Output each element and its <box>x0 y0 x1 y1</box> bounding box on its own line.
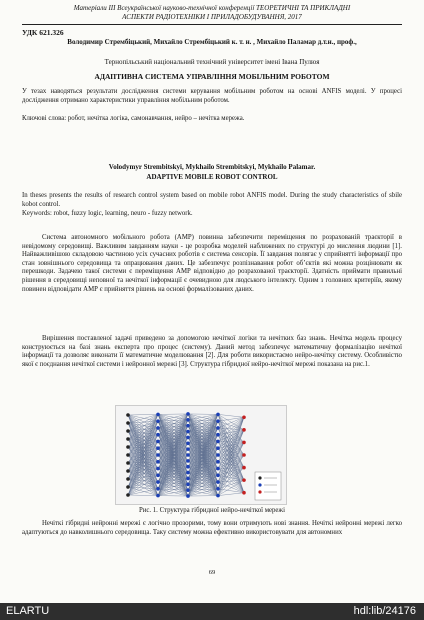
network-node <box>186 477 190 481</box>
header-line-2: АСПЕКТИ РАДІОТЕХНІКИ І ПРИЛАДОБУДУВАННЯ, 2017 <box>122 13 302 21</box>
network-node <box>242 415 246 419</box>
title-en: ADAPTIVE MOBILE ROBOT CONTROL <box>146 173 278 181</box>
network-node <box>126 493 130 497</box>
body-paragraph-3: Нечіткі гібридні нейронні мережі є логічно прозорими, тому вони отримують нові знання. Нечіткі нейронні мережі легко адаптуються до навколишнього середовища. Таку систему можна ефективно використовувати для автономних <box>22 520 402 536</box>
handle-id: hdl:lib/24176 <box>353 605 416 617</box>
network-node <box>242 453 246 457</box>
header-line-1: Матеріали ІІІ Всеукраїнської науково-технічної конференції ТЕОРЕТИЧНІ ТА ПРИКЛАДНІ <box>73 4 351 12</box>
legend-marker-red <box>258 490 261 493</box>
network-node <box>216 453 220 457</box>
neuro-fuzzy-network-figure <box>115 405 287 505</box>
legend-marker-black <box>258 476 261 479</box>
network-node <box>156 440 160 444</box>
repository-footer <box>0 603 424 620</box>
network-node <box>156 474 160 478</box>
network-node <box>186 418 190 422</box>
network-node <box>126 421 130 425</box>
network-node <box>126 437 130 441</box>
udk-code: УДК 621.326 <box>22 28 64 37</box>
network-node <box>126 477 130 481</box>
network-node <box>216 487 220 491</box>
network-node <box>242 441 246 445</box>
network-node <box>156 467 160 471</box>
network-connection <box>128 495 158 496</box>
keywords-en: Keywords: robot, fuzzy logic, learning, neuro - fuzzy network. <box>22 210 193 217</box>
network-node <box>186 465 190 469</box>
figure-caption: Рис. 1. Структура гібридної нейро-нечіткої мережі <box>138 507 286 514</box>
abstract-ua: У тезах наводяться результати дослідження системи керування мобільним роботом на основі ANFIS моделі. У процесі дослідження отримано характеристики управління мобільним роботом. <box>22 88 402 104</box>
legend-marker-blue <box>258 483 261 486</box>
network-node <box>156 480 160 484</box>
network-node <box>216 426 220 430</box>
abstract-en: In theses presents the results of research control system based on mobile robot ANFIS model. During the study characteristics of sbile kobot control. <box>22 192 402 208</box>
network-node <box>126 485 130 489</box>
network-node <box>186 447 190 451</box>
network-node <box>242 478 246 482</box>
network-node <box>216 440 220 444</box>
authors-ua: Володимир Стрембіцький, Михайло Стрембіцький к. т. н. , Михайло Паламар д.т.н., проф., <box>67 38 357 46</box>
network-node <box>242 466 246 470</box>
conference-header <box>22 4 402 22</box>
network-node <box>126 461 130 465</box>
page-number: 69 <box>208 569 216 576</box>
network-node <box>126 453 130 457</box>
network-connection <box>218 417 244 421</box>
network-node <box>156 419 160 423</box>
network-node <box>156 460 160 464</box>
network-node <box>156 446 160 450</box>
network-connection <box>218 428 244 443</box>
network-node <box>216 419 220 423</box>
authors-en: Volodymyr Strembitskyi, Mykhailo Strembitskyi, Mykhailo Palamar. <box>108 163 316 171</box>
network-node <box>216 413 220 417</box>
network-node <box>126 413 130 417</box>
network-node <box>156 494 160 498</box>
network-node <box>186 441 190 445</box>
network-node <box>126 445 130 449</box>
network-node <box>216 480 220 484</box>
network-node <box>216 460 220 464</box>
network-node <box>216 467 220 471</box>
network-node <box>156 433 160 437</box>
affiliation: Тернопільський національний технічний університет імені Івана Пулюя <box>104 58 320 66</box>
network-node <box>216 433 220 437</box>
network-node <box>186 453 190 457</box>
network-node <box>126 429 130 433</box>
network-node <box>186 430 190 434</box>
network-node <box>216 474 220 478</box>
network-connections <box>128 414 244 496</box>
network-node <box>156 426 160 430</box>
network-node <box>156 487 160 491</box>
network-node <box>216 446 220 450</box>
network-node <box>156 453 160 457</box>
network-node <box>126 469 130 473</box>
network-connection <box>128 414 158 415</box>
network-node <box>216 494 220 498</box>
network-node <box>186 412 190 416</box>
header-rule <box>22 24 402 25</box>
body-paragraph-2: Вирішення поставленої задачі приведено за допомогою нечіткої логіки та нечітких баз знань. Нечітка модель процесу конструюється на базі знань експерта про процес (систему). Даний метод забезпечує математичну формалізацію нечіткої інформації та дозволяє виконати її математичне моделювання [2]. Для роботи використаємо нейро-нечітку систему. Особливістю якої є поєднання нечіткої системи і нейронної мережі [3]. Структура гібридної нейро-нечіткої мережі показана на рис.1. <box>22 335 402 368</box>
title-ua: АДАПТИВНА СИСТЕМА УПРАВЛІННЯ МОБІЛЬНИМ РОБОТОМ <box>94 72 330 81</box>
network-node <box>242 428 246 432</box>
keywords-ua: Ключові слова: робот, нечітка логіка, самонавчання, нейро – нечітка мережа. <box>22 115 245 122</box>
network-node <box>156 413 160 417</box>
body-paragraph-1: Система автономного мобільного робота (АМР) повинна забезпечити переміщення по розрахованій траєкторії в невідомому середовищі. Важливим завданням науки - це розробка моделей наближених по структурі до мислення людини [1]. Найважливішою складовою частиною усіх сучасних роботів є система сенсорів. Її завдання полягає у сприйнятті інформації про стан зовнішнього середовища та опрацювання даних. Це забезпечує розпізнавання робот обʼєктів які можна розцінювати як перешкоди. Задачею такої системи є переміщення АМР відповідно до розрахованої траєкторії. Здатність приймати правильні рішення в середовищі неповної та нечіткої інформації є очевидною для людського інтелекту. Одним з головних критеріїв, якому повинен відповідати АМР є прийняття рішень на основі формалізованих даних. <box>22 234 402 293</box>
network-node <box>186 424 190 428</box>
network-node <box>186 471 190 475</box>
repository-name: ELARTU <box>6 605 50 617</box>
network-node <box>242 491 246 495</box>
network-node <box>186 494 190 498</box>
network-node <box>186 436 190 440</box>
network-node <box>186 488 190 492</box>
network-node <box>186 483 190 487</box>
network-node <box>186 459 190 463</box>
